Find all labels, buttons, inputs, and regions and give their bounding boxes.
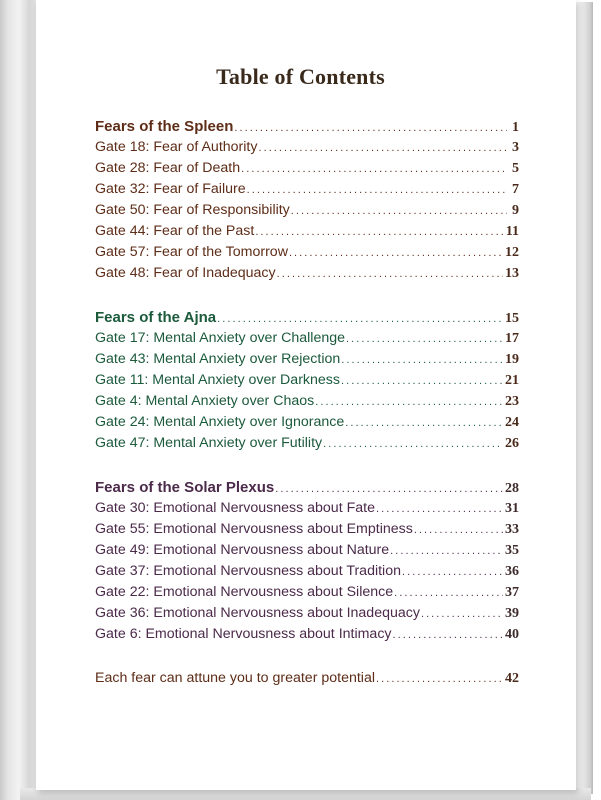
table-of-contents <box>95 116 519 689</box>
toc-entry-label: Gate 36: Emotional Nervousness about Inadequacy <box>95 605 420 621</box>
toc-entry-label: Gate 48: Fear of Inadequacy <box>95 265 276 281</box>
toc-entry[interactable] <box>95 263 519 284</box>
toc-page-number: 15 <box>505 311 519 326</box>
toc-entry[interactable] <box>95 540 519 561</box>
toc-entry[interactable] <box>95 328 519 349</box>
toc-page-number: 9 <box>512 203 519 218</box>
toc-page-number: 3 <box>512 140 519 155</box>
toc-page-number: 37 <box>505 585 519 600</box>
toc-entry[interactable] <box>95 498 519 519</box>
dot-leader <box>390 541 503 562</box>
dot-leader <box>247 180 507 201</box>
toc-entry-label: Gate 18: Fear of Authority <box>95 139 258 155</box>
dot-leader <box>346 329 503 350</box>
toc-page-number: 35 <box>505 543 519 558</box>
toc-heading-label: Fears of the Solar Plexus <box>95 479 275 496</box>
toc-heading-solar-plexus[interactable] <box>95 477 519 498</box>
dot-leader <box>217 309 503 330</box>
toc-page-number: 12 <box>505 245 519 260</box>
toc-entry-label: Gate 28: Fear of Death <box>95 160 241 176</box>
toc-page-number: 26 <box>505 436 519 451</box>
toc-heading-label: Fears of the Spleen <box>95 118 234 135</box>
toc-entry[interactable] <box>95 582 519 603</box>
toc-entry[interactable] <box>95 370 519 391</box>
dot-leader <box>291 201 507 222</box>
toc-entry-label: Each fear can attune you to greater potential <box>95 670 375 686</box>
toc-page-number: 11 <box>505 224 519 239</box>
toc-entry-label: Gate 11: Mental Anxiety over Darkness <box>95 372 340 388</box>
toc-page-number: 7 <box>512 182 519 197</box>
toc-entry[interactable] <box>95 433 519 454</box>
toc-heading-ajna[interactable] <box>95 307 519 328</box>
toc-page-number: 42 <box>505 671 519 686</box>
dot-leader <box>315 392 503 413</box>
dot-leader <box>341 371 503 392</box>
toc-page-number: 36 <box>505 564 519 579</box>
toc-entry[interactable] <box>95 391 519 412</box>
toc-entry[interactable] <box>95 412 519 433</box>
dot-leader <box>277 264 503 285</box>
dot-leader <box>341 350 503 371</box>
toc-entry[interactable] <box>95 221 519 242</box>
toc-entry-label: Gate 37: Emotional Nervousness about Tradition <box>95 563 401 579</box>
toc-entry-label: Gate 55: Emotional Nervousness about Emptiness <box>95 521 413 537</box>
dot-leader <box>376 499 503 520</box>
toc-page-number: 13 <box>505 266 519 281</box>
toc-page-number: 33 <box>505 522 519 537</box>
toc-entry-label: Gate 6: Emotional Nervousness about Intimacy <box>95 626 392 642</box>
dot-leader <box>258 138 507 159</box>
section-spleen <box>95 116 519 284</box>
toc-entry-label: Gate 57: Fear of the Tomorrow <box>95 244 288 260</box>
dot-leader <box>394 583 503 604</box>
toc-entry-label: Gate 43: Mental Anxiety over Rejection <box>95 351 341 367</box>
dot-leader <box>241 159 507 180</box>
toc-entry[interactable] <box>95 179 519 200</box>
toc-page-number: 17 <box>505 331 519 346</box>
toc-page-number: 24 <box>505 415 519 430</box>
toc-entry-label: Gate 32: Fear of Failure <box>95 181 246 197</box>
page-edges <box>575 2 593 794</box>
toc-entry-label: Gate 4: Mental Anxiety over Chaos <box>95 393 315 409</box>
section-ajna <box>95 307 519 454</box>
page-title: Table of Contents <box>216 64 385 89</box>
toc-page-number: 23 <box>505 394 519 409</box>
toc-entry-closing[interactable] <box>95 668 519 689</box>
dot-leader <box>421 604 503 625</box>
dot-leader <box>323 434 503 455</box>
toc-entry[interactable] <box>95 624 519 645</box>
toc-page-number: 21 <box>505 373 519 388</box>
toc-entry-label: Gate 47: Mental Anxiety over Futility <box>95 435 323 451</box>
toc-entry[interactable] <box>95 603 519 624</box>
dot-leader <box>376 669 503 690</box>
dot-leader <box>414 520 503 541</box>
toc-entry[interactable] <box>95 137 519 158</box>
dot-leader <box>345 413 503 434</box>
dot-leader <box>255 222 503 243</box>
toc-entry-label: Gate 17: Mental Anxiety over Challenge <box>95 330 346 346</box>
dot-leader <box>275 479 503 500</box>
toc-entry[interactable] <box>95 561 519 582</box>
toc-entry-label: Gate 50: Fear of Responsibility <box>95 202 290 218</box>
dot-leader <box>402 562 503 583</box>
dot-leader <box>393 625 503 646</box>
dot-leader <box>234 118 507 139</box>
toc-page-number: 28 <box>505 481 519 496</box>
toc-page-number: 5 <box>512 161 519 176</box>
toc-entry-label: Gate 30: Emotional Nervousness about Fate <box>95 500 375 516</box>
toc-entry[interactable] <box>95 158 519 179</box>
toc-entry[interactable] <box>95 200 519 221</box>
toc-entry-label: Gate 49: Emotional Nervousness about Nature <box>95 542 390 558</box>
section-solar-plexus <box>95 477 519 645</box>
toc-page-number: 19 <box>505 352 519 367</box>
section-closing <box>95 668 519 689</box>
toc-entry[interactable] <box>95 349 519 370</box>
toc-heading-label: Fears of the Ajna <box>95 309 217 326</box>
toc-page-number: 31 <box>505 501 519 516</box>
toc-entry-label: Gate 44: Fear of the Past <box>95 223 255 239</box>
dot-leader <box>289 243 503 264</box>
toc-entry-label: Gate 22: Emotional Nervousness about Silence <box>95 584 394 600</box>
toc-entry[interactable] <box>95 242 519 263</box>
toc-page-number: 39 <box>505 606 519 621</box>
toc-page-number: 40 <box>505 627 519 642</box>
toc-heading-spleen[interactable] <box>95 116 519 137</box>
toc-entry[interactable] <box>95 519 519 540</box>
toc-entry-label: Gate 24: Mental Anxiety over Ignorance <box>95 414 345 430</box>
toc-page-number: 1 <box>512 120 519 135</box>
